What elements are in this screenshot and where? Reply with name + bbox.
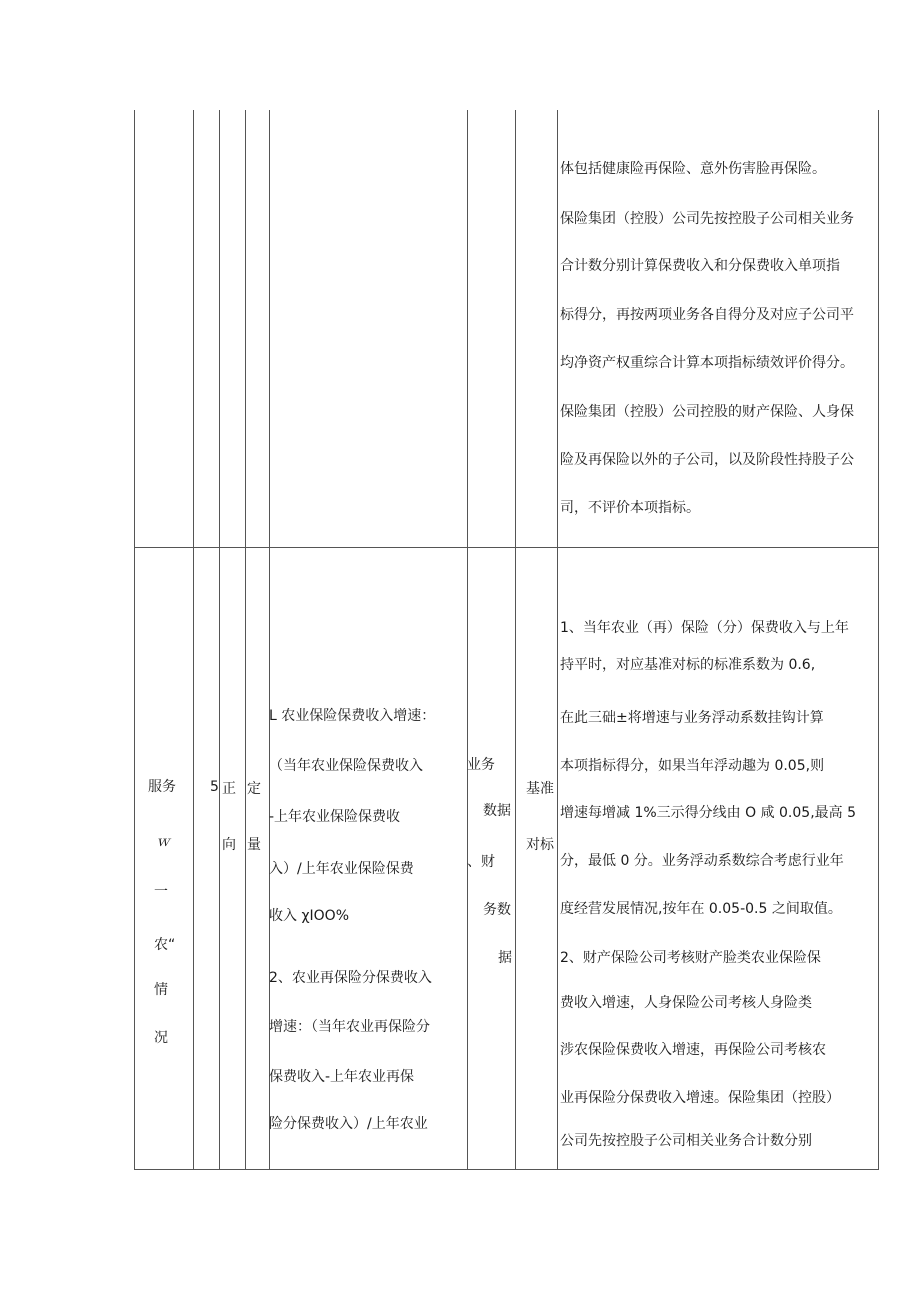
desc-line: 持平时，对应基准对标的标准系数为 0.6, bbox=[560, 657, 816, 673]
source-line: 数据 bbox=[483, 803, 511, 819]
type-char: 定 bbox=[247, 781, 261, 797]
desc-line: 增速每增减 1%三示得分线由 O 咸 0.05,最高 5 bbox=[560, 805, 857, 821]
desc-line: 合计数分别计算保费收入和分保费收入单项指 bbox=[560, 258, 840, 274]
formula-line: 保费收入-上年农业再保 bbox=[269, 1069, 415, 1085]
desc-line: 均净资产权重综合计算本项指标绩效评价得分。 bbox=[560, 355, 854, 371]
category-line: 农“ bbox=[154, 937, 176, 953]
method-line: 对标 bbox=[526, 837, 554, 853]
desc-line: 公司先按控股子公司相关业务合计数分别 bbox=[560, 1133, 812, 1149]
col-line-2 bbox=[193, 110, 194, 1170]
col-line-7 bbox=[515, 110, 516, 1170]
type-char: 量 bbox=[247, 837, 261, 853]
category-line: 一 bbox=[154, 884, 168, 900]
direction-char: 正 bbox=[222, 781, 236, 797]
category-line: 服务 bbox=[148, 779, 176, 795]
formula-line: 收入 χIOO% bbox=[269, 908, 350, 924]
formula-line: 险分保费收入）/上年农业 bbox=[269, 1116, 428, 1132]
col-line-5 bbox=[269, 110, 270, 1170]
source-line: 业务 bbox=[467, 757, 495, 773]
desc-line: 本项指标得分，如果当年浮动趣为 0.05,则 bbox=[560, 758, 825, 774]
source-line: 、财 bbox=[467, 854, 495, 870]
category-line: 情 bbox=[154, 982, 168, 998]
col-line-4 bbox=[245, 110, 246, 1170]
source-line: 据 bbox=[498, 950, 512, 966]
desc-line: 业再保险分保费收入增速。保险集团（控股） bbox=[560, 1090, 840, 1106]
category-line: 况 bbox=[154, 1030, 168, 1046]
desc-line: 保险集团（控股）公司先按控股子公司相关业务 bbox=[560, 211, 854, 227]
desc-line: 司，不评价本项指标。 bbox=[560, 500, 700, 516]
desc-line: 标得分，再按两项业务各自得分及对应子公司平 bbox=[560, 307, 854, 323]
desc-line: 体包括健康险再保险、意外伤害脸再保险。 bbox=[560, 161, 826, 177]
row2-weight: 5 bbox=[210, 779, 219, 795]
formula-line: -上年农业保险保费收 bbox=[269, 809, 401, 825]
col-line-9 bbox=[878, 110, 879, 1170]
desc-line: 1、当年农业（再）保险（分）保费收入与上年 bbox=[560, 620, 849, 636]
direction-char: 向 bbox=[222, 837, 236, 853]
col-line-3 bbox=[219, 110, 220, 1170]
desc-line: 2、财产保险公司考核财产脸类农业保险保 bbox=[560, 950, 821, 966]
row-divider bbox=[134, 547, 879, 548]
desc-line: 分，最低 0 分。业务浮动系数综合考虑行业年 bbox=[560, 853, 844, 869]
desc-line: 险及再保险以外的子公司，以及阶段性持股子公 bbox=[560, 452, 854, 468]
desc-line: 费收入增速，人身保险公司考核人身险类 bbox=[560, 995, 812, 1011]
formula-line: 入）/上年农业保险保费 bbox=[269, 861, 414, 877]
desc-line: 度经营发展情况,按年在 0.05-0.5 之间取值。 bbox=[560, 901, 842, 917]
formula-line: L 农业保险保费收入增速： bbox=[269, 708, 436, 724]
table-bottom-border bbox=[134, 1169, 879, 1170]
desc-line: 保险集团（控股）公司控股的财产保险、人身保 bbox=[560, 404, 854, 420]
source-line: 务数 bbox=[483, 902, 511, 918]
formula-line: 增速：（当年农业再保险分 bbox=[269, 1019, 430, 1035]
category-line: ｗ bbox=[156, 834, 170, 850]
col-line-1 bbox=[134, 110, 135, 1170]
formula-line: （当年农业保险保费收入 bbox=[269, 758, 423, 774]
col-line-8 bbox=[557, 110, 558, 1170]
method-line: 基准 bbox=[526, 781, 554, 797]
col-line-6 bbox=[467, 110, 468, 1170]
desc-line: 在此三础±将增速与业务浮动系数挂钩计算 bbox=[560, 710, 824, 726]
desc-line: 涉农保险保费收入增速，再保险公司考核农 bbox=[560, 1042, 826, 1058]
formula-line: 2、农业再保险分保费收入 bbox=[269, 970, 432, 986]
